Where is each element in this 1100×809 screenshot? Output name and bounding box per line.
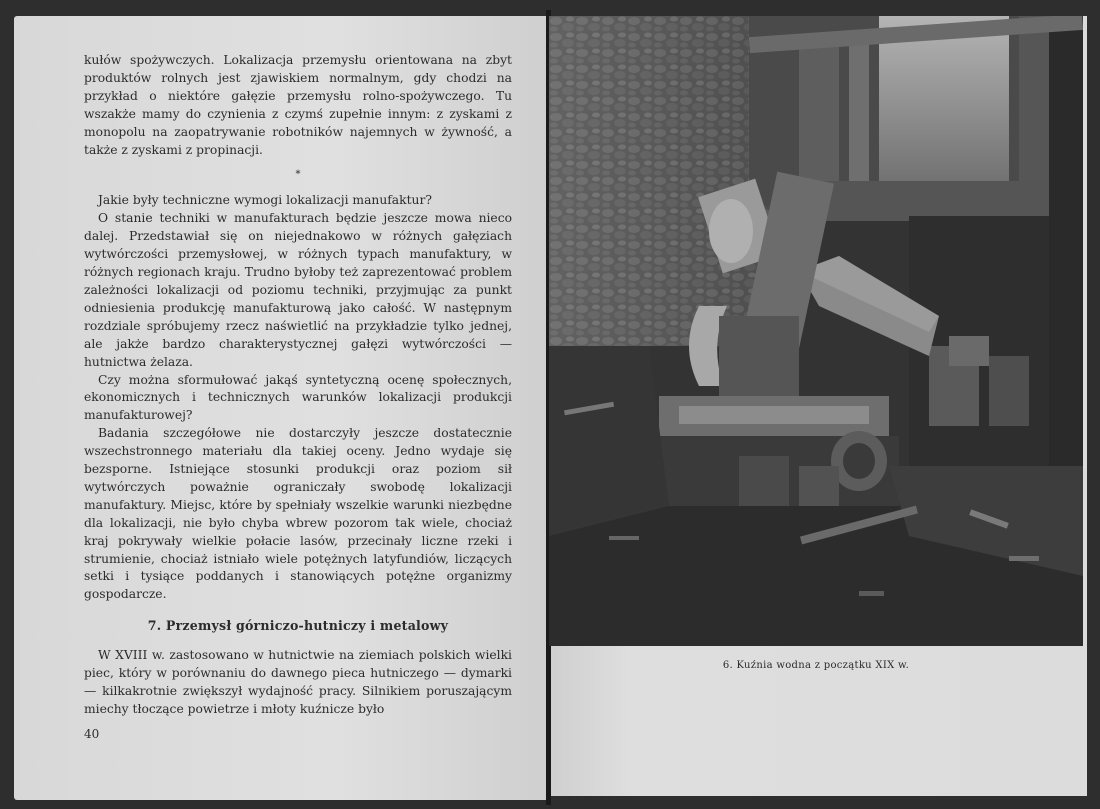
page-number: 40 bbox=[84, 727, 100, 741]
photo-caption: 6. Kuźnia wodna z początku XIX w. bbox=[722, 660, 910, 671]
forge-photograph bbox=[549, 16, 1083, 646]
paragraph-question-1: Jakie były techniczne wymogi lokalizacji manufaktur? bbox=[98, 193, 432, 208]
paragraph-question-2: Czy można sformułować jakąś syntetyczną ocenę społecznych, ekonomicznych i technicznych warunków lokalizacji produkcji manufakturowej? bbox=[84, 372, 512, 423]
section-separator: * bbox=[295, 169, 301, 181]
paragraph-research: Badania szczegółowe nie dostarczyły jeszcze dostatecznie wszechstronnego materiału dla takiej oceny. Jedno wydaje się bezsporne. Istniejące stosunki produkcji oraz poziom sił wytwórczych poważnie ograniczały swobodę lokalizacji manufaktury. Miejsc, które by spełniały wszelkie warunki niezbędne dla lokalizacji, nie było chyba wbrew pozorom tak wiele, chociaż kraj pokrywały wielkie połacie lasów, przecinały liczne rzeki i strumienie, chociaż istniało wiele potężnych latyfundiów, liczących setki i tysiące poddanych i stanowiących potężne organizmy gospodarcze. bbox=[84, 426, 512, 602]
section-heading: 7. Przemysł górniczo-hutniczy i metalowy bbox=[147, 618, 449, 634]
paragraph-section-start: W XVIII w. zastosowano w hutnictwie na ziemiach polskich wielki piec, który w porównaniu do dawnego pieca hutniczego — dymarki — kilkakrotnie zwiększył wydajność pracy. Silnikiem poruszającym miechy tłoczące powietrze i młoty kuźnicze było bbox=[84, 648, 512, 716]
intro-paragraph: kułów spożywczych. Lokalizacja przemysłu orientowana na zbyt produktów rolnych jest zjawiskiem normalnym, gdy chodzi na przykład o niektóre gałęzie przemysłu rolno-spożywczego. Tu wszakże mamy do czynienia z czymś zupełnie innym: z zyskami z monopolu na zaopatrywanie robotników najemnych w żywność, a także z zyskami z propinacji. bbox=[84, 53, 512, 157]
paragraph-techniques: O stanie techniki w manufakturach będzie jeszcze mowa nieco dalej. Przedstawiał się on niejednakowo w różnych gałęziach wytwórczości przemysłowej, w różnych typach manufaktury, w różnych regionach kraju. Trudno byłoby też zaprezentować problem zależności lokalizacji od poziomu techniki, przyjmując za punkt odniesienia produkcję manufakturową jako całość. W następnym rozdziale spróbujemy rzecz naświetlić na przykładzie tylko jednej, ale jakże bardzo charakterystycznej gałęzi wytwórczości — hutnictwa żelaza. bbox=[84, 211, 512, 369]
body-text bbox=[84, 52, 512, 719]
